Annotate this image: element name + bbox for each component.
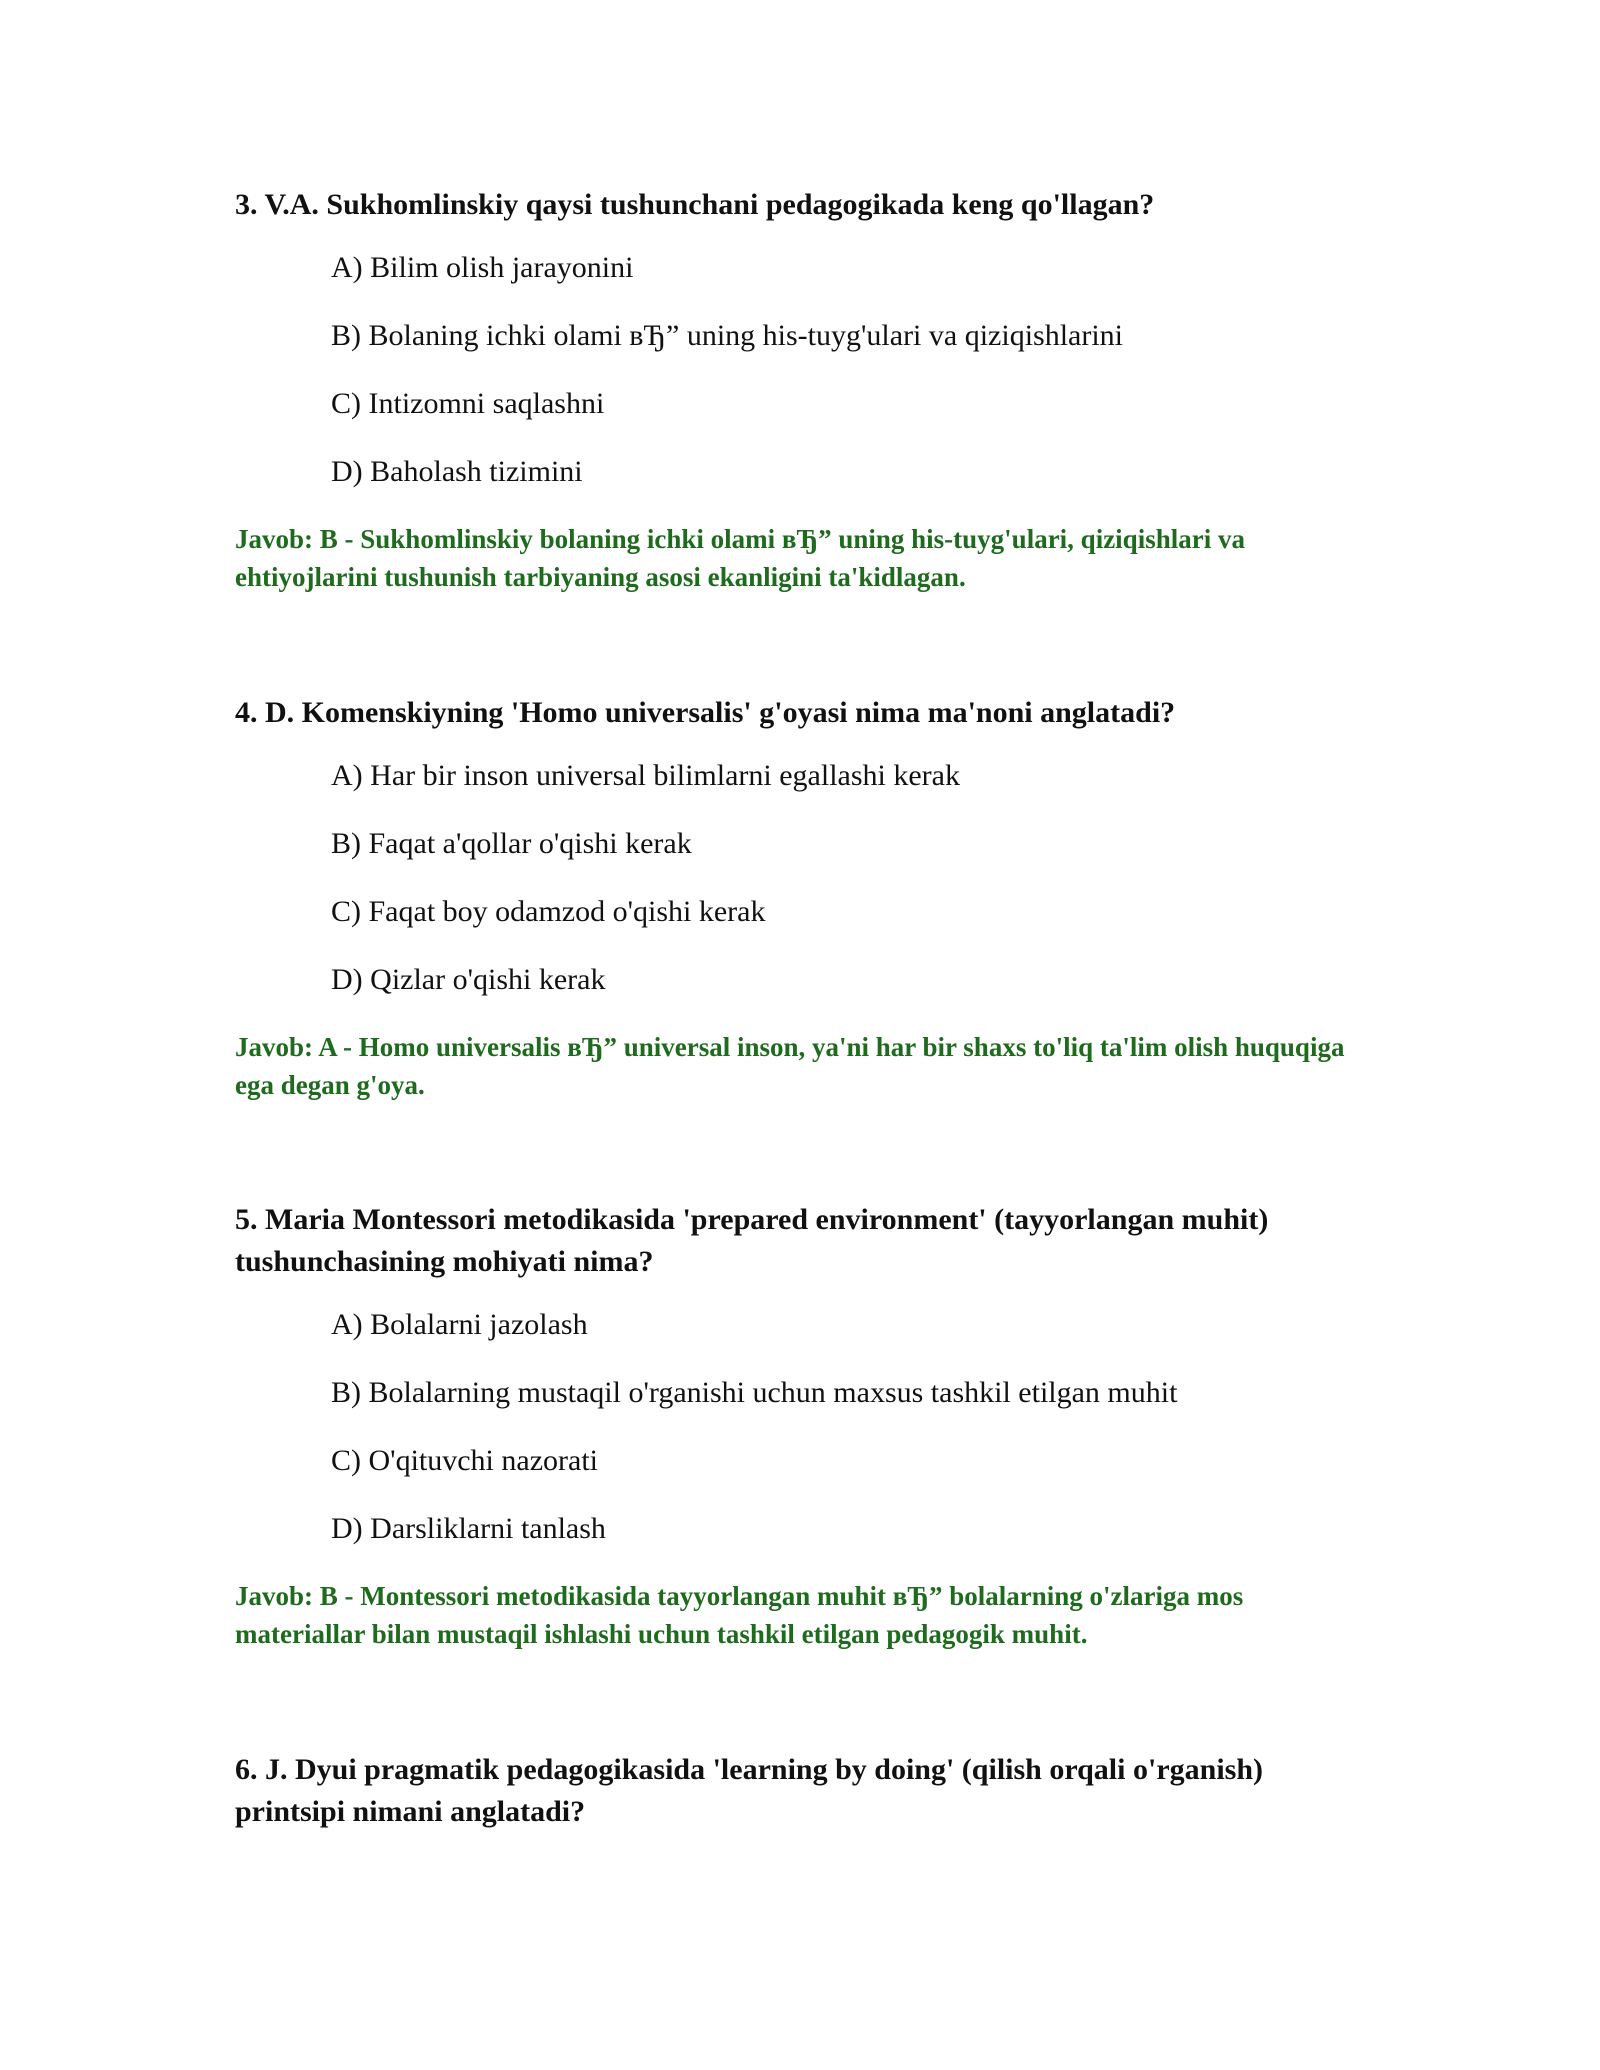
answer-text: Javob: B - Montessori metodikasida tayyorlangan muhit вЂ” bolalarning o'zlariga mos materiallar bilan mustaqil ishlashi uchun tashkil etilgan pedagogik muhit. (235, 1581, 1244, 1649)
option-b: B) Faqat a'qollar o'qishi kerak (331, 827, 692, 860)
question-text: 4. D. Komenskiyning 'Homo universalis' g'oyasi nima ma'noni anglatadi? (235, 696, 1176, 729)
option-c: C) O'qituvchi nazorati (331, 1444, 598, 1477)
options-list (331, 756, 1365, 1000)
option-a: A) Bolalarni jazolash (331, 1308, 588, 1341)
option-b: B) Bolaning ichki olami вЂ” uning his-tuyg'ulari va qiziqishlarini (331, 319, 1124, 352)
option-a: A) Bilim olish jarayonini (331, 251, 634, 284)
question-block (235, 692, 1365, 1104)
question-block (235, 1199, 1365, 1653)
question-block (235, 184, 1365, 596)
options-list (331, 1305, 1365, 1549)
answer-text: Javob: A - Homo universalis вЂ” universal inson, ya'ni har bir shaxs to'liq ta'lim olish huquqiga ega degan g'oya. (235, 1032, 1345, 1100)
question-text: 3. V.A. Sukhomlinskiy qaysi tushunchani pedagogikada keng qo'llagan? (235, 188, 1155, 221)
answer-text: Javob: B - Sukhomlinskiy bolaning ichki olami вЂ” uning his-tuyg'ulari, qiziqishlari va ehtiyojlarini tushunish tarbiyaning asosi ekanligini ta'kidlagan. (235, 524, 1245, 592)
question-block (235, 1749, 1365, 1833)
option-c: C) Faqat boy odamzod o'qishi kerak (331, 895, 766, 928)
option-a: A) Har bir inson universal bilimlarni egallashi kerak (331, 759, 960, 792)
question-text: 6. J. Dyui pragmatik pedagogikasida 'learning by doing' (qilish orqali o'rganish) printsipi nimani anglatadi? (235, 1753, 1263, 1828)
options-list (331, 248, 1365, 492)
option-c: C) Intizomni saqlashni (331, 387, 605, 420)
option-d: D) Qizlar o'qishi kerak (331, 963, 606, 996)
option-d: D) Baholash tizimini (331, 455, 583, 488)
option-d: D) Darsliklarni tanlash (331, 1512, 606, 1545)
question-text: 5. Maria Montessori metodikasida 'prepared environment' (tayyorlangan muhit) tushunchasining mohiyati nima? (235, 1203, 1269, 1278)
option-b: B) Bolalarning mustaqil o'rganishi uchun maxsus tashkil etilgan muhit (331, 1376, 1178, 1409)
